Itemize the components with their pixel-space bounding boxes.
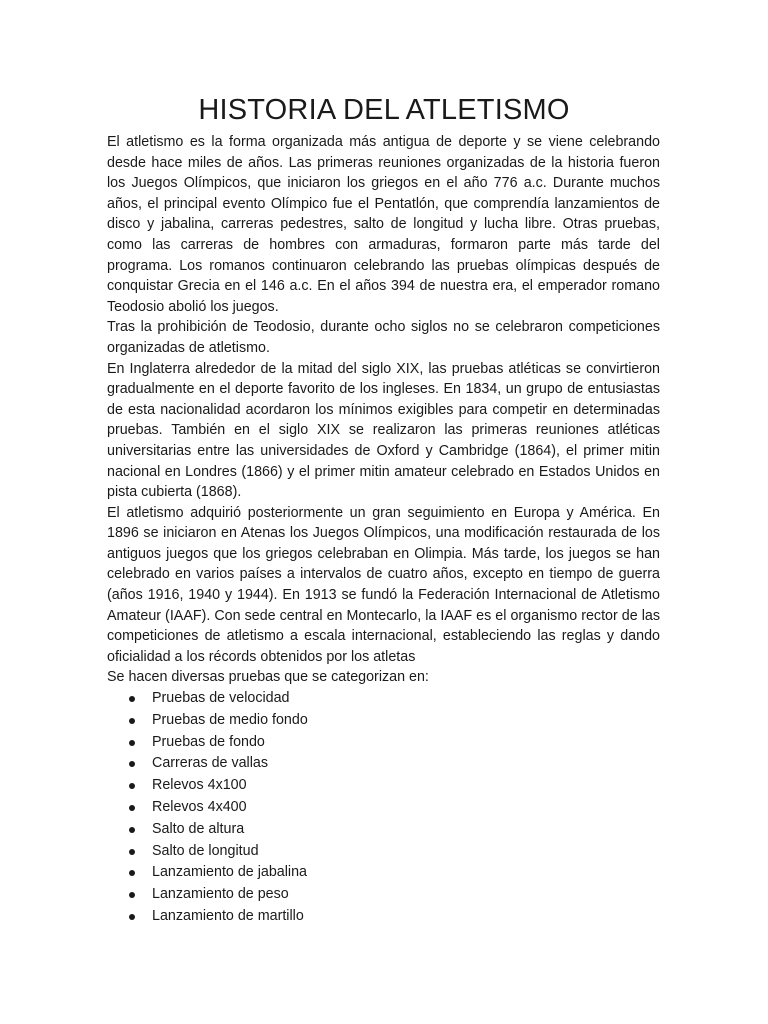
list-intro: Se hacen diversas pruebas que se categorizan en: [107,669,429,686]
list-item-label: Lanzamiento de martillo [152,908,304,924]
list-item-label: Carreras de vallas [152,755,269,772]
document-title: HISTORIA DEL ATLETISMO [198,94,570,126]
list-item-label: Pruebas de medio fondo [152,711,308,728]
list-item [107,862,660,884]
bullet-icon [129,718,135,724]
list-item [107,710,660,732]
events-list [107,688,660,928]
list-item [107,753,660,775]
list-item-label: Relevos 4x400 [152,799,247,816]
list-item-label: Salto de altura [152,820,245,837]
bullet-icon [129,827,135,833]
list-item-label: Salto de longitud [152,842,259,859]
paragraph-england: En Inglaterra alrededor de la mitad del siglo XIX, las pruebas atléticas se convirtieron gradualmente en el deporte favorito de los ingleses. En 1834, un grupo de entusiastas de esta nacionalidad acordaron los mínimos exigibles para competir en determinadas pruebas. También en el siglo XIX se realizaron las primeras reuniones atléticas universitarias entre las universidades de Oxford y Cambridge (1864), el primer mitin nacional en Londres (1866) y el primer mitin amateur celebrado en Estados Unidos en pista cubierta (1868). [107,360,660,501]
paragraph-origins: El atletismo es la forma organizada más antigua de deporte y se viene celebrando desde hace miles de años. Las primeras reuniones organizadas de la historia fueron los Juegos Olímpicos, que iniciaron los griegos en el año 776 a.c. Durante muchos años, el principal evento Olímpico fue el Pentatlón, que comprendía lanzamientos de disco y jabalina, carreras pedestres, salto de longitud y lucha libre. Otras pruebas, como las carreras de hombres con armaduras, formaron parte más tarde del programa. Los romanos continuaron celebrando las pruebas olímpicas después de conquistar Grecia en el 146 a.c. En el años 394 de nuestra era, el emperador romano Teodosio abolió los juegos. [107,134,660,315]
list-item [107,819,660,841]
list-item-label: Pruebas de fondo [152,733,265,750]
list-item-label: Lanzamiento de peso [152,886,289,903]
list-item [107,797,660,819]
list-item-label: Pruebas de velocidad [152,690,290,707]
paragraph-prohibition: Tras la prohibición de Teodosio, durante ocho siglos no se celebraron competiciones organizadas de atletismo. [107,319,660,356]
bullet-icon [129,783,135,789]
bullet-icon [129,892,135,898]
list-item [107,775,660,797]
bullet-icon [129,849,135,855]
bullet-icon [129,805,135,811]
bullet-icon [129,740,135,746]
list-item [107,884,660,906]
list-item-label: Lanzamiento de jabalina [152,864,307,881]
bullet-icon [129,761,135,767]
list-item [107,688,660,710]
document-body [107,132,660,928]
bullet-icon [129,696,135,702]
list-item [107,732,660,754]
bullet-icon [129,870,135,876]
list-item-label: Relevos 4x100 [152,777,247,794]
list-item [107,906,660,928]
paragraph-modern-olympics: El atletismo adquirió posteriormente un gran seguimiento en Europa y América. En 1896 se iniciaron en Atenas los Juegos Olímpicos, una modificación restaurada de los antiguos juegos que los griegos celebraban en Olimpia. Más tarde, los juegos se han celebrado en varios países a intervalos de cuatro años, excepto en tiempo de guerra (años 1916, 1940 y 1944). En 1913 se fundó la Federación Internacional de Atletismo Amateur (IAAF). Con sede central en Montecarlo, la IAAF es el organismo rector de las competiciones de atletismo a escala internacional, estableciendo las reglas y dando oficialidad a los récords obtenidos por los atletas [107,504,660,665]
bullet-icon [129,914,135,920]
list-item [107,841,660,863]
